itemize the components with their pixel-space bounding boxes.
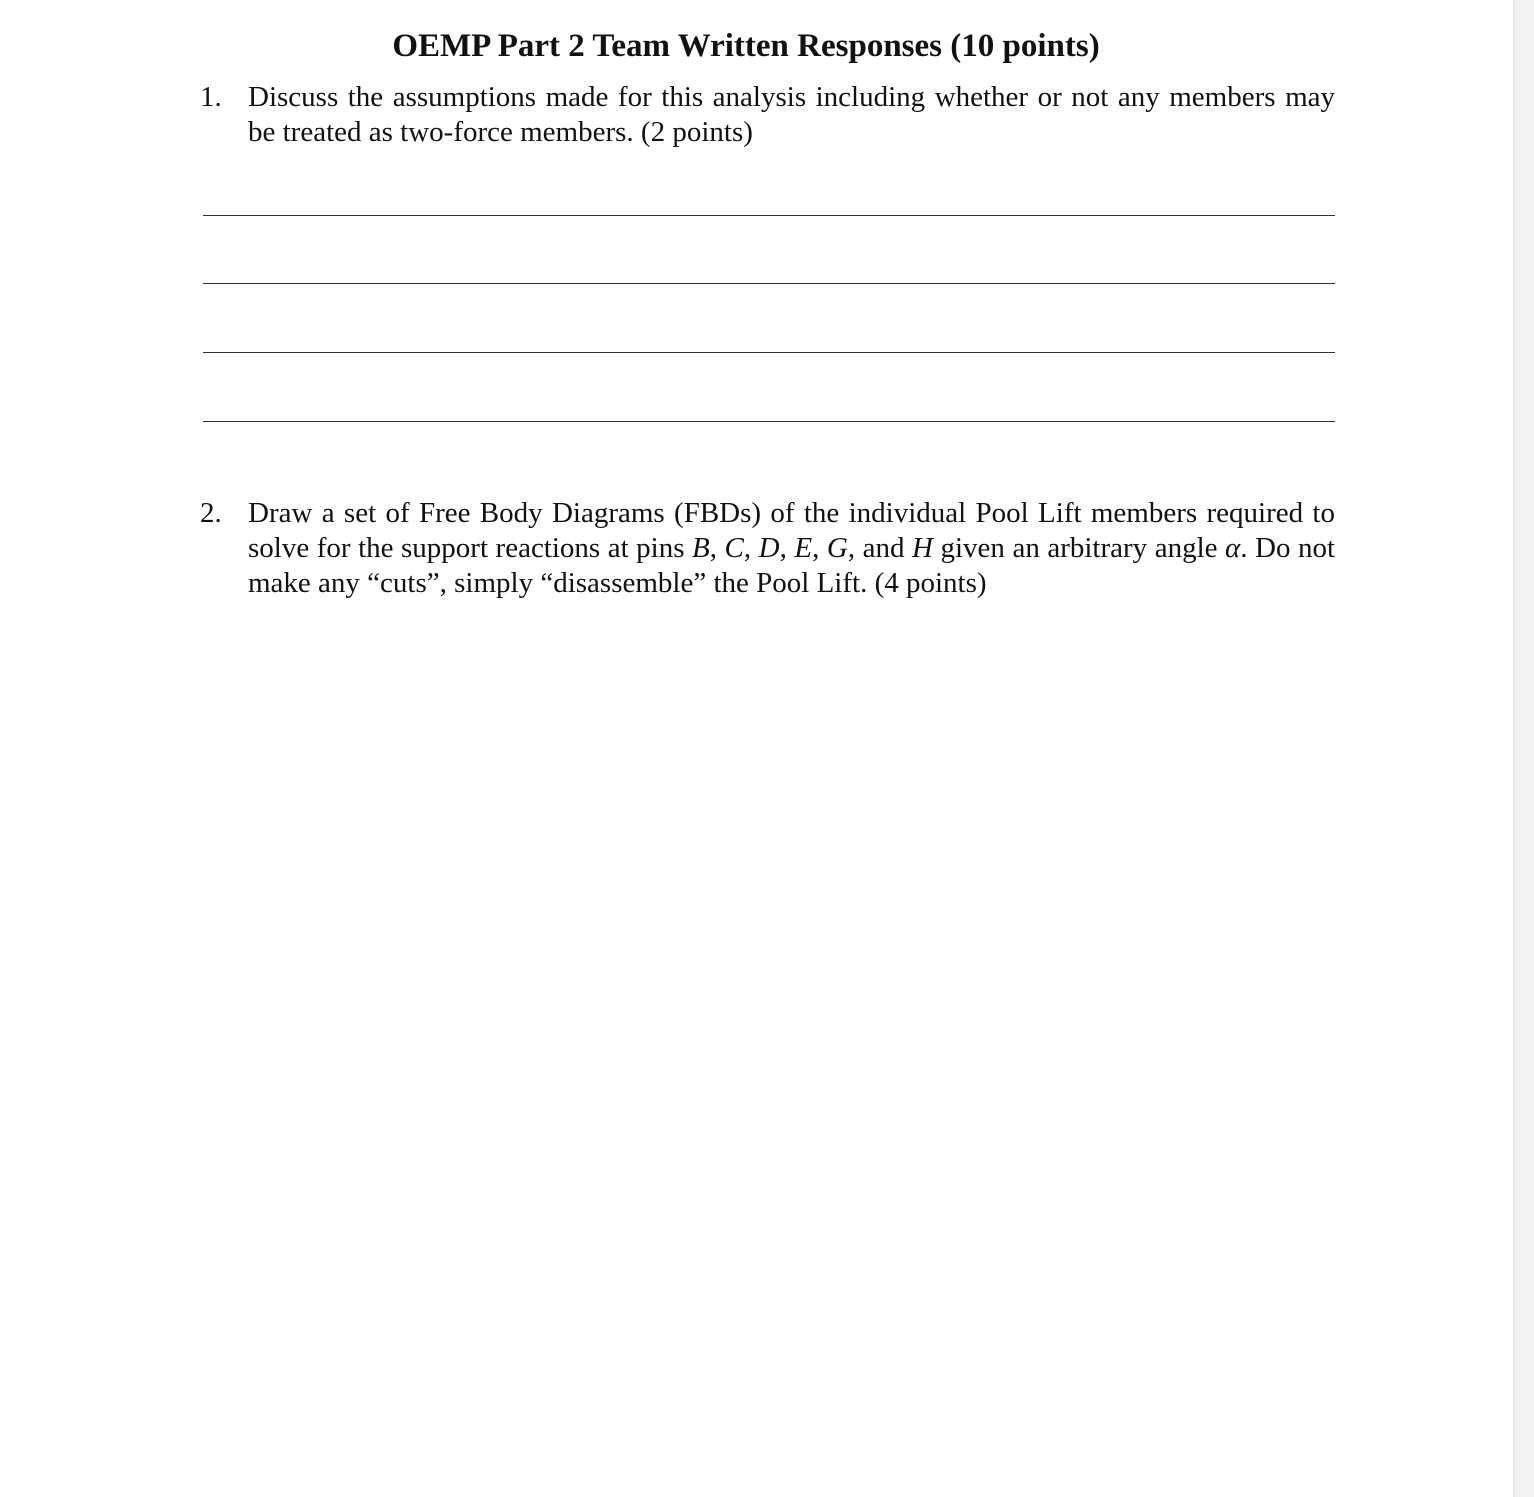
text-segment: , and — [847, 532, 913, 564]
answer-line[interactable] — [203, 283, 1335, 284]
question-text — [248, 496, 1335, 601]
text-segment: given an arbitrary angle — [932, 532, 1226, 564]
text-segment: , — [743, 532, 759, 564]
pin-label-e: E — [794, 532, 813, 564]
question-1 — [200, 80, 1335, 150]
text-segment: Draw a set of Free Body Diagrams (FBDs) of the individual Pool Lift members required to solve for the support reactions at pins — [248, 497, 1335, 564]
text-segment: . Do not make any “cuts”, simply “disassemble” the Pool Lift. (4 points) — [248, 532, 1336, 599]
pin-label-g: G — [826, 532, 848, 564]
angle-symbol-alpha: α — [1225, 532, 1241, 564]
text-segment: , — [812, 532, 827, 564]
question-number: 1. — [200, 81, 222, 113]
pin-label-b: B — [692, 532, 710, 564]
pin-label-d: D — [758, 532, 780, 564]
question-2 — [200, 496, 1335, 601]
question-text: Discuss the assumptions made for this analysis including whether or not any members may be treated as two-force members. (2 points) — [248, 81, 1335, 148]
pin-label-c: C — [724, 532, 744, 564]
page-title: OEMP Part 2 Team Written Responses (10 points) — [392, 28, 1100, 64]
text-segment: , — [709, 532, 725, 564]
answer-line[interactable] — [203, 421, 1335, 422]
text-segment: , — [779, 532, 795, 564]
answer-line[interactable] — [203, 215, 1335, 216]
pin-label-h: H — [912, 532, 933, 564]
scrollbar-gutter[interactable] — [1513, 0, 1534, 1497]
question-number: 2. — [200, 497, 222, 529]
answer-line[interactable] — [203, 352, 1335, 353]
